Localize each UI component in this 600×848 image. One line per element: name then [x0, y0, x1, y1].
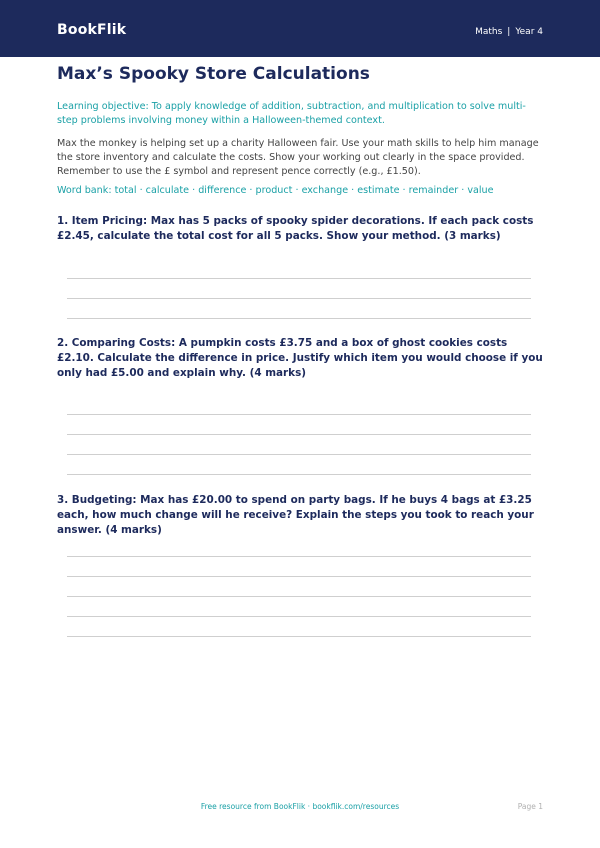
answer-line[interactable] — [67, 278, 531, 279]
year-label: Year 4 — [515, 27, 543, 37]
answer-line[interactable] — [67, 318, 531, 319]
question-3: 3. Budgeting: Max has £20.00 to spend on party bags. If he buys 4 bags at £3.25 each, how much change will he receive? Explain the steps you took to reach your answer. (4 marks) — [57, 494, 534, 536]
answer-line[interactable] — [67, 414, 531, 415]
intro-paragraph: Max the monkey is helping set up a charity Halloween fair. Use your math skills to help him manage the store inventory and calculate the costs. Show your working out clearly in the space provided. Remember to use the £ symbol and represent pence correctly (e.g., £1.50). — [57, 138, 539, 177]
answer-line[interactable] — [67, 616, 531, 617]
worksheet-title: Max’s Spooky Store Calculations — [57, 64, 370, 84]
question-1: 1. Item Pricing: Max has 5 packs of spooky spider decorations. If each pack costs £2.45, calculate the total cost for all 5 packs. Show your method. (3 marks) — [57, 215, 534, 242]
subject-label: Maths — [475, 27, 503, 37]
meta-separator: | — [507, 27, 511, 37]
answer-line[interactable] — [67, 596, 531, 597]
answer-line[interactable] — [67, 474, 531, 475]
brand-logo: BookFlik — [57, 22, 127, 38]
answer-line[interactable] — [67, 454, 531, 455]
subject-year-label — [475, 27, 543, 37]
word-bank: Word bank: total · calculate · difference · product · exchange · estimate · remainder · value — [57, 185, 494, 196]
answer-line[interactable] — [67, 434, 531, 435]
question-2: 2. Comparing Costs: A pumpkin costs £3.75 and a box of ghost cookies costs £2.10. Calculate the difference in price. Justify which item you would choose if you only had £5.00 and explain why. (4 marks) — [57, 337, 543, 379]
learning-objective: Learning objective: To apply knowledge of addition, subtraction, and multiplication to solve multi-step problems involving money within a Halloween-themed context. — [57, 101, 526, 126]
footer-link[interactable]: Free resource from BookFlik · bookflik.com/resources — [200, 802, 400, 811]
page-header — [0, 0, 600, 57]
answer-line[interactable] — [67, 298, 531, 299]
answer-line[interactable] — [67, 576, 531, 577]
page-number: Page 1 — [517, 802, 543, 811]
answer-line[interactable] — [67, 636, 531, 637]
answer-line[interactable] — [67, 556, 531, 557]
